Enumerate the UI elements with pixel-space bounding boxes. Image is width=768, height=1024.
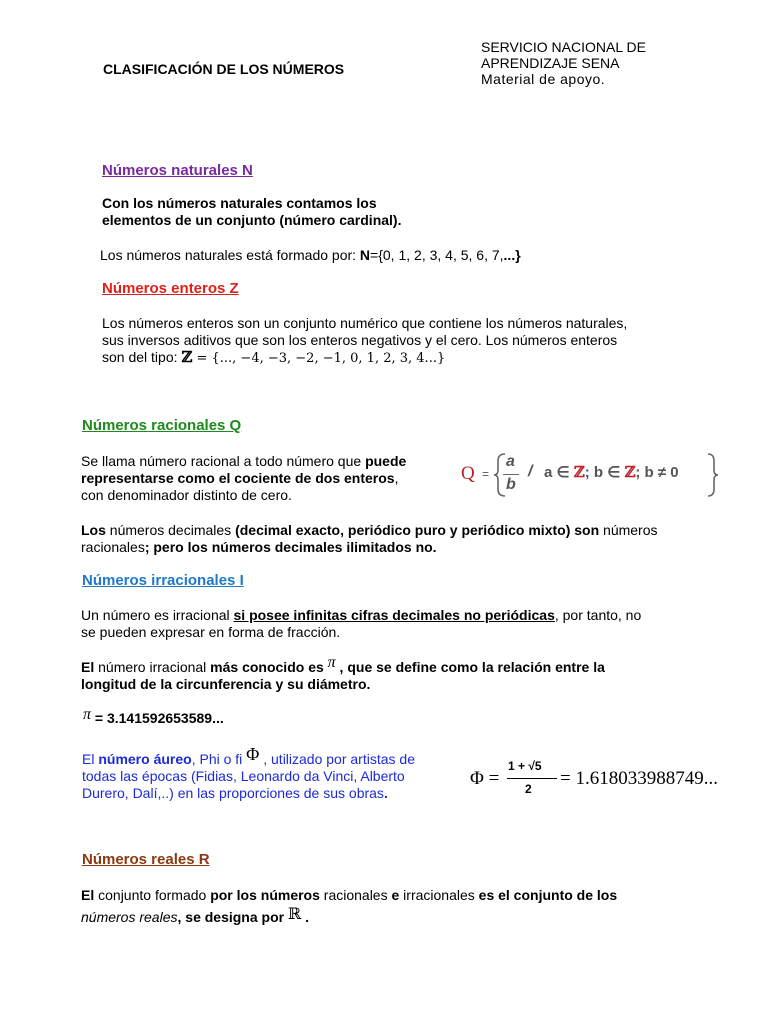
irr-p1-a: Un número es irracional xyxy=(81,607,234,623)
golden-ratio-formula xyxy=(470,756,750,804)
right-brace-icon xyxy=(706,452,720,498)
irr-p2-a: El xyxy=(81,659,95,675)
formula-numerator: a xyxy=(506,453,515,470)
irr-p1-c: , por tanto, no xyxy=(554,607,642,623)
aureo-line-2: todas las épocas (Fidias, Leonardo da Vinci, Alberto xyxy=(82,768,405,784)
aureo-2: número áureo xyxy=(98,751,192,767)
decimales-1: Los xyxy=(81,522,106,538)
aureo-3: , Phi o fi xyxy=(191,751,247,767)
decimales-6: ; pero los números decimales ilimitados no. xyxy=(144,539,437,555)
pi-value: = 3.141592653589... xyxy=(91,710,224,726)
rational-set-formula xyxy=(458,452,720,498)
reales-line-2 xyxy=(81,906,617,928)
page-title: CLASIFICACIÓN DE LOS NÚMEROS xyxy=(103,61,345,77)
naturales-intro-line-1: Con los números naturales contamos los xyxy=(102,195,377,211)
formula-semi-2: ; b ≠ 0 xyxy=(635,464,679,481)
racionales-line-2 xyxy=(81,470,406,487)
formula-q-symbol: Q xyxy=(461,463,475,484)
aureo-4: , utilizado por artistas de xyxy=(259,751,415,767)
aureo-line-1 xyxy=(82,744,415,768)
formula-equals: = xyxy=(482,467,490,481)
irr-p1-b: si posee infinitas cifras decimales no periódicas xyxy=(233,607,555,623)
pi-symbol: π xyxy=(327,654,336,671)
formula-denominator: b xyxy=(506,476,516,493)
aureo-paragraph xyxy=(82,744,415,802)
heading-irracionales: Números irracionales I xyxy=(82,572,244,589)
naturales-set-prefix: Los números naturales está formado por: xyxy=(100,247,360,263)
heading-racionales: Números racionales Q xyxy=(82,417,242,434)
r-symbol: ℝ xyxy=(287,904,302,923)
naturales-set-symbol: N xyxy=(359,247,371,263)
enteros-line-1: Los números enteros son un conjunto numérico que contiene los números naturales, xyxy=(102,315,628,331)
racionales-line-1b: puede xyxy=(365,453,407,469)
racionales-paragraph xyxy=(81,453,406,504)
formula-z-1: ℤ xyxy=(573,463,585,481)
decimales-3: (decimal exacto, periódico puro y periódico mixto) son xyxy=(235,522,600,538)
enteros-line-3-prefix: son del tipo: xyxy=(102,349,182,365)
heading-reales: Números reales R xyxy=(82,851,210,868)
irracionales-p1-line-1 xyxy=(81,607,641,624)
racionales-line-3: con denominador distinto de cero. xyxy=(81,487,292,503)
reales-b: conjunto formado xyxy=(94,887,211,903)
formula-a-in: a ∈ xyxy=(544,464,574,481)
reales-c: por los números xyxy=(210,887,320,903)
naturales-set-end: ...} xyxy=(503,247,521,263)
org-line-2: APRENDIZAJE SENA xyxy=(481,55,620,71)
formula-semi-1: ; b ∈ xyxy=(584,464,625,481)
enteros-line-3 xyxy=(102,349,627,367)
enteros-line-2: sus inversos aditivos que son los enteros negativos y el cero. Los números enteros xyxy=(102,332,618,348)
aureo-dot: . xyxy=(383,785,388,801)
naturales-intro-line-2: elementos de un conjunto (número cardinal). xyxy=(102,212,402,228)
naturales-intro xyxy=(102,195,401,229)
decimales-4: números xyxy=(599,522,658,538)
decimales-2: números decimales xyxy=(105,522,236,538)
irracionales-p1-line-2: se pueden expresar en forma de fracción. xyxy=(81,624,341,640)
naturales-set xyxy=(100,247,521,264)
org-line-1: SERVICIO NACIONAL DE xyxy=(481,39,646,55)
reales-j: . xyxy=(301,909,310,925)
naturales-set-body: ={0, 1, 2, 3, 4, 5, 6, 7, xyxy=(370,247,504,263)
reales-paragraph xyxy=(81,884,617,928)
racionales-line-2b: , xyxy=(394,470,399,486)
reales-i: , se designa por xyxy=(177,909,288,925)
heading-enteros: Números enteros Z xyxy=(102,280,239,297)
aureo-line-3 xyxy=(82,785,415,802)
phi-fraction-bar xyxy=(507,778,557,779)
aureo-1: El xyxy=(82,751,99,767)
irracionales-paragraph-1 xyxy=(81,607,641,641)
phi-symbol: Φ xyxy=(246,744,260,764)
racionales-line-1a: Se llama número racional a todo número que xyxy=(81,453,366,469)
formula-fraction-bar xyxy=(503,474,519,475)
decimales-5: racionales xyxy=(81,539,145,555)
reales-e: e xyxy=(391,887,400,903)
phi-denominator: 2 xyxy=(525,782,532,796)
phi-lhs: Φ = xyxy=(470,768,500,789)
formula-conditions xyxy=(544,463,679,481)
irr-p2-d: , que se define como la relación entre la xyxy=(335,659,605,675)
irracionales-p2-line-2: longitud de la circunferencia y su diámetro. xyxy=(81,676,371,692)
irracionales-p2-line-1 xyxy=(81,654,605,676)
irracionales-paragraph-2 xyxy=(81,654,605,693)
reales-line-1 xyxy=(81,884,617,906)
irr-p2-b: número irracional xyxy=(94,659,211,675)
irr-p2-c: más conocido es xyxy=(210,659,328,675)
formula-slash: / xyxy=(528,463,533,480)
aureo-line-3-text: Durero, Dalí,..) en las proporciones de sus obras xyxy=(82,785,384,801)
org-line-3: Material de apoyo. xyxy=(481,71,606,87)
organization-block xyxy=(481,39,646,87)
reales-g: es el conjunto de los xyxy=(478,887,618,903)
z-symbol: ℤ xyxy=(181,348,193,366)
reales-f: irracionales xyxy=(399,887,479,903)
reales-d: racionales xyxy=(319,887,392,903)
enteros-paragraph xyxy=(102,315,627,367)
reales-a: El xyxy=(81,887,95,903)
heading-naturales: Números naturales N xyxy=(102,162,253,179)
racionales-line-2a: representarse como el cociente de dos enteros xyxy=(81,470,395,486)
z-set: = {..., −4, −3, −2, −1, 0, 1, 2, 3, 4...} xyxy=(192,351,446,366)
phi-numerator: 1 + √5 xyxy=(508,759,542,773)
pi-value-line xyxy=(83,706,224,727)
reales-h: números reales xyxy=(81,909,178,925)
pi-symbol-2: π xyxy=(83,706,92,723)
decimales-paragraph xyxy=(81,522,741,556)
formula-z-2: ℤ xyxy=(624,463,636,481)
phi-rhs: = 1.618033988749... xyxy=(560,768,718,789)
racionales-line-1 xyxy=(81,453,406,470)
